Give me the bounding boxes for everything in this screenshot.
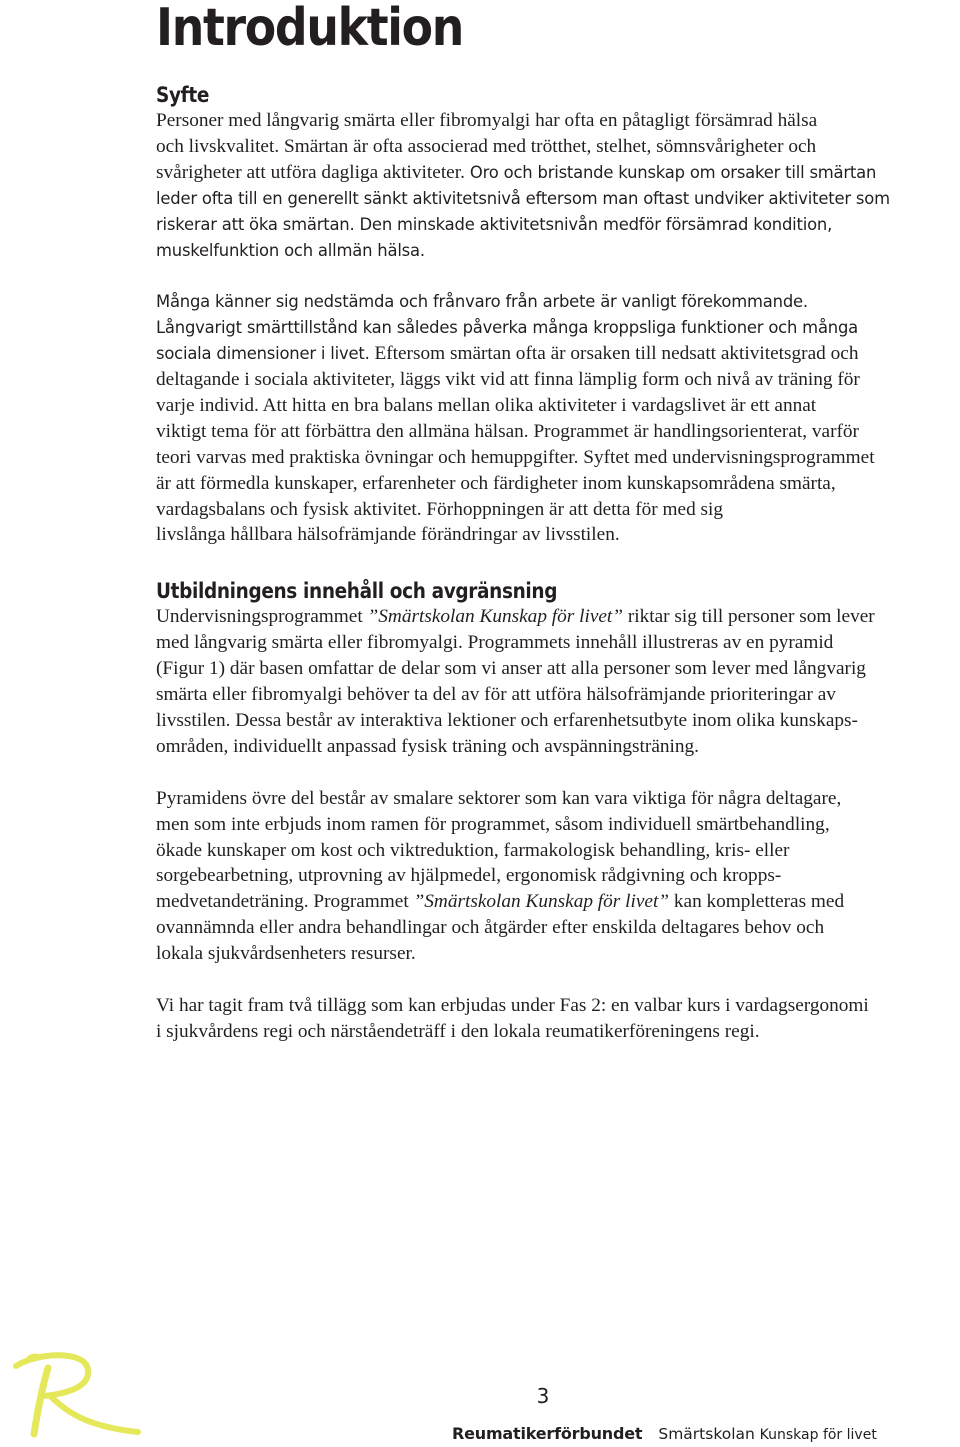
logo-stroke-leg [50, 1396, 138, 1432]
paragraph-gap [156, 760, 948, 786]
section-gap [156, 548, 948, 578]
section-heading-utbildning: Utbildningens innehåll och avgränsning [156, 579, 558, 604]
logo-stroke-stem [34, 1368, 48, 1434]
paragraph-utbildning-2: Pyramidens övre del består av smalare sektorer som kan vara viktiga för några deltagare, men som inte erbjuds inom ramen för programmet, såsom individuell smärtbehandling, ökade kunskaper om kost och viktreduktion, farmakologisk behandling, kris- eller sorgebearbetning, utprovning av hjälpmedel, ergonomisk rådgivning och kropps- medvetandeträning. Programmet ”Smärtskolan Kunskap för livet” kan kompletteras med ovannämnda eller andra behandlingar och åtgärder efter enskilda deltagares behov och lokala sjukvårdsenheters resurser. [156, 787, 845, 965]
section-heading-syfte: Syfte [156, 83, 210, 107]
paragraph-utbildning-1: Undervisningsprogrammet ”Smärtskolan Kunskap för livet” riktar sig till personer som lever med långvarig smärta eller fibromyalgi. Programmets innehåll illustreras av en pyramid (Figur 1) där basen omfattar de delar som vi anser att alla personer som lever med långvarig smärta eller fibromyalgi behöver ta del av för att utföra hälsofrämjande prioriteringar av livsstilen. Dessa består av interaktiva lektioner och erfarenhetsutbyte inom olika kunskaps- områden, individuellt anpassad fysisk träning och avspänningsträning. [156, 606, 875, 757]
footer-program: Smärtskolan [658, 1425, 755, 1443]
footer-organization: Reumatikerförbundet [452, 1424, 643, 1443]
reumatikerforbundet-logo-icon [8, 1348, 143, 1438]
paragraph-utbildning-3: Vi har tagit fram två tillägg som kan erbjudas under Fas 2: en valbar kurs i vardagsergonomi i sjukvårdens regi och närståendeträff i den lokala reumatikerföreningens regi. [156, 994, 869, 1042]
paragraph-gap [156, 263, 948, 289]
content-column [156, 82, 948, 1045]
paragraph-gap [156, 967, 948, 993]
page-footer [452, 1424, 877, 1445]
page-title: Introduktion [156, 0, 463, 58]
footer-program-sub: Kunskap för livet [759, 1427, 877, 1443]
paragraph-syfte-1: Personer med långvarig smärta eller fibromyalgi har ofta en påtagligt försämrad hälsa och livskvalitet. Smärtan är ofta associerad med trötthet, stelhet, sömnsvårigheter och svårigheter att utföra dagliga aktiviteter. Oro och bristande kunskap om orsaker till smärtan leder ofta till en generellt sänkt aktivitetsnivå eftersom man oftast undviker aktiviteter som riskerar att öka smärtan. Den minskade aktivitetsnivån medför försämrad kondition, muskelfunktion och allmän hälsa. [156, 110, 890, 260]
page-number: 3 [536, 1384, 550, 1408]
paragraph-syfte-2: Många känner sig nedstämda och frånvaro från arbete är vanligt förekommande. Långvarigt smärttillstånd kan således påverka många kroppsliga funktioner och många sociala dimensioner i livet. Eftersom smärtan ofta är orsaken till nedsatt aktivitetsgrad och deltagande i sociala aktiviteter, läggs vikt vid att finna lämplig form och nivå av träning för varje individ. Att hitta en bra balans mellan olika aktiviteter i vardagslivet är ett annat viktigt tema för att förbättra den allmäna hälsan. Programmet är handlingsorienterat, varför teori varvas med praktiska övningar och hemuppgifter. Syftet med undervisningsprogrammet är att förmedla kunskaper, erfarenheter och färdigheter inom kunskapsområdena smärta, vardagsbalans och fysisk aktivitet. Förhoppningen är att detta för med sig livslånga hållbara hälsofrämjande förändringar av livsstilen. [156, 292, 875, 546]
logo-stroke-bowl [16, 1355, 88, 1396]
